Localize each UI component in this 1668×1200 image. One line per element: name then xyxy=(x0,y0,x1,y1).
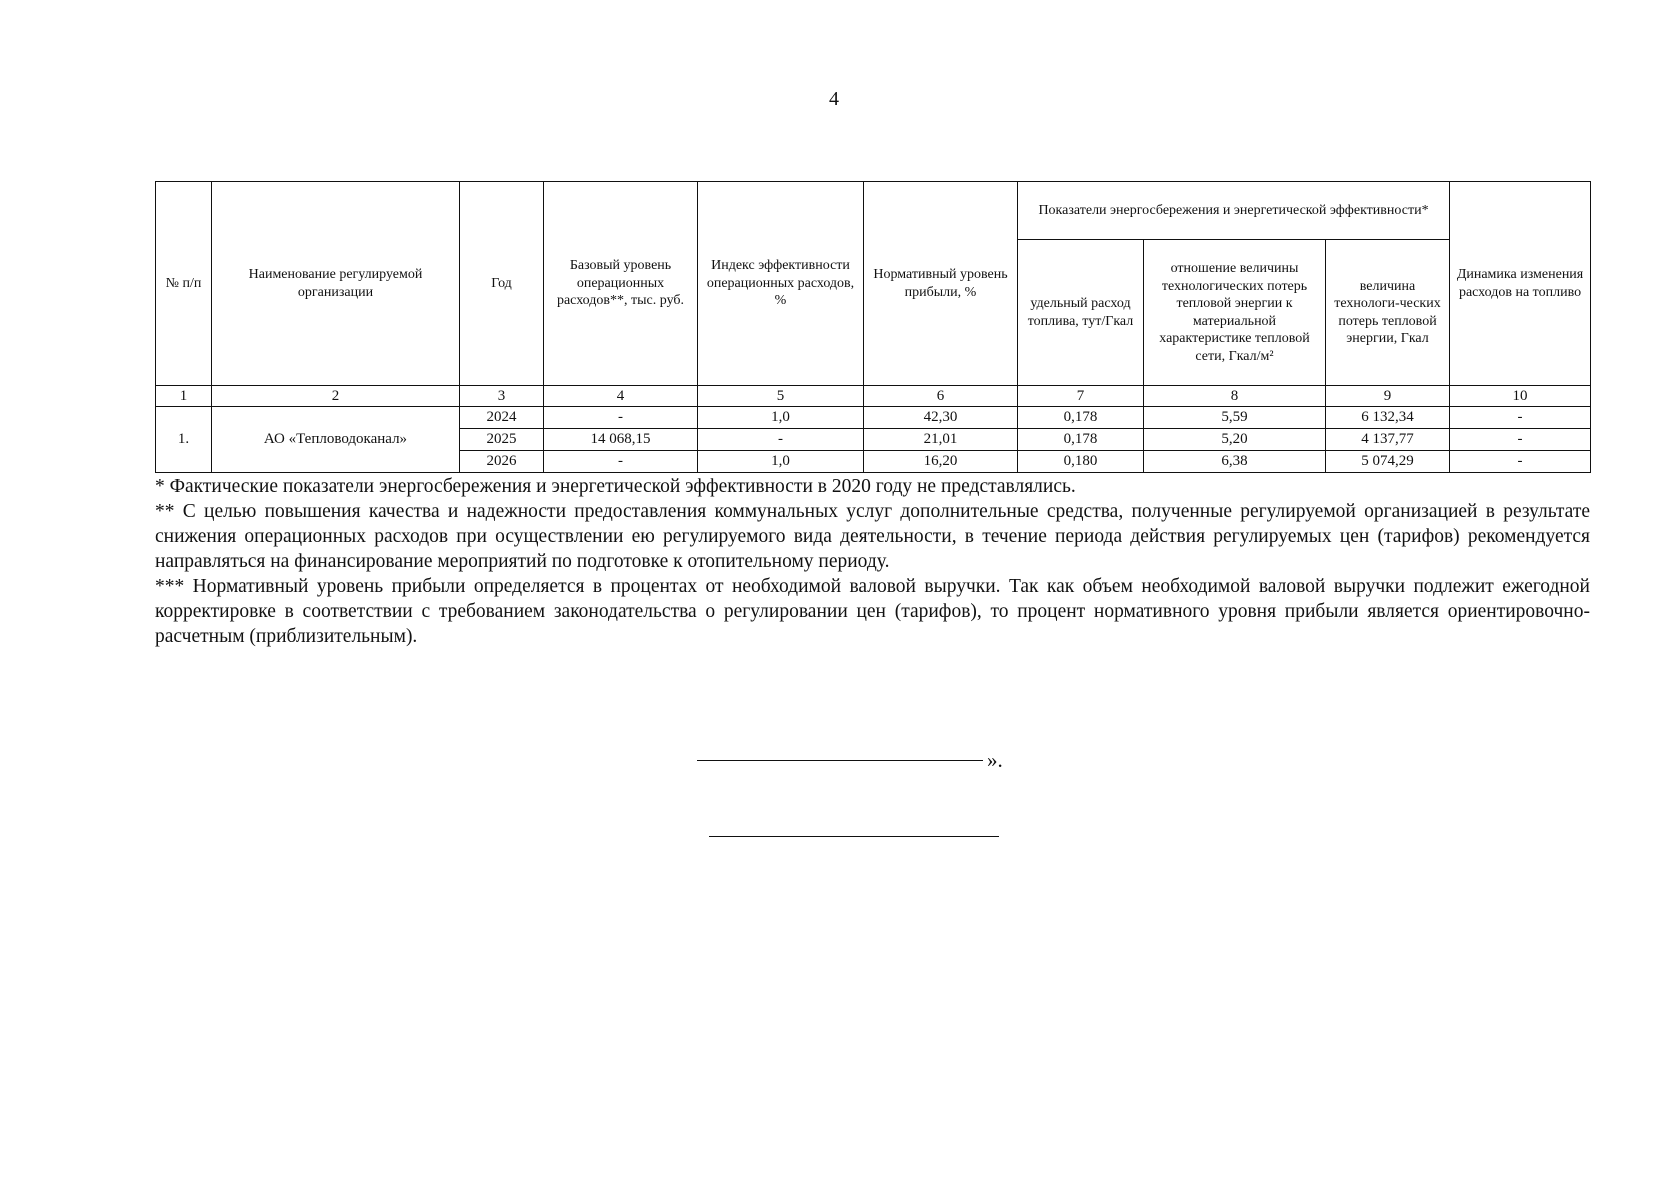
column-number: 10 xyxy=(1450,386,1591,407)
cell-heat-losses: 6 132,34 xyxy=(1326,407,1450,429)
table-header xyxy=(156,182,1591,386)
header-organization: Наименование регулируемой организации xyxy=(212,182,460,386)
cell-profit-level: 21,01 xyxy=(864,429,1018,451)
column-number: 7 xyxy=(1018,386,1144,407)
column-number: 4 xyxy=(544,386,698,407)
cell-losses-ratio: 5,20 xyxy=(1144,429,1326,451)
cell-fuel-rate: 0,178 xyxy=(1018,429,1144,451)
header-efficiency-index: Индекс эффективности операционных расходов, % xyxy=(698,182,864,386)
column-number: 9 xyxy=(1326,386,1450,407)
column-number: 1 xyxy=(156,386,212,407)
cell-profit-level: 42,30 xyxy=(864,407,1018,429)
cell-fuel-rate: 0,180 xyxy=(1018,451,1144,473)
header-losses-ratio: отношение величины технологических потерь тепловой энергии к материальной характеристике тепловой сети, Гкал/м² xyxy=(1144,240,1326,386)
cell-base-expenses: - xyxy=(544,407,698,429)
cell-efficiency-index: - xyxy=(698,429,864,451)
closing-quote: ». xyxy=(987,748,1003,772)
header-energy-group: Показатели энергосбережения и энергетической эффективности* xyxy=(1018,182,1450,240)
regulation-table xyxy=(155,181,1591,473)
cell-year: 2024 xyxy=(460,407,544,429)
org-number: 1. xyxy=(156,407,212,473)
cell-profit-level: 16,20 xyxy=(864,451,1018,473)
table-row xyxy=(156,407,1591,429)
column-number: 8 xyxy=(1144,386,1326,407)
org-name: АО «Тепловодоканал» xyxy=(212,407,460,473)
footnote-profit: *** Нормативный уровень прибыли определяется в процентах от необходимой валовой выручки. Так как объем необходимой валовой выручки подлежит ежегодной корректировке в соответствии с требованием законодательства о регулировании цен (тарифов), то процент нормативного уровня прибыли является ориентировочно-расчетным (приблизительным). xyxy=(155,576,1590,647)
cell-heat-losses: 5 074,29 xyxy=(1326,451,1450,473)
cell-heat-losses: 4 137,77 xyxy=(1326,429,1450,451)
cell-efficiency-index: 1,0 xyxy=(698,451,864,473)
column-number: 5 xyxy=(698,386,864,407)
cell-losses-ratio: 5,59 xyxy=(1144,407,1326,429)
cell-fuel-dynamics: - xyxy=(1450,407,1591,429)
header-fuel-dynamics: Динамика изменения расходов на топливо xyxy=(1450,182,1591,386)
column-number: 3 xyxy=(460,386,544,407)
header-num: № п/п xyxy=(156,182,212,386)
column-numbers-row xyxy=(156,386,1591,407)
header-year: Год xyxy=(460,182,544,386)
page-number: 4 xyxy=(829,88,839,110)
header-base-expenses: Базовый уровень операционных расходов**, тыс. руб. xyxy=(544,182,698,386)
cell-fuel-dynamics: - xyxy=(1450,429,1591,451)
cell-losses-ratio: 6,38 xyxy=(1144,451,1326,473)
closing-rule xyxy=(697,760,983,761)
footnote-expenses: ** С целью повышения качества и надежности предоставления коммунальных услуг дополнительные средства, полученные регулируемой организацией в результате снижения операционных расходов при осуществлении ею регулируемого вида деятельности, в течение периода действия регулируемых цен (тарифов) рекомендуется направляться на финансирование мероприятий по подготовке к отопительному периоду. xyxy=(155,501,1590,572)
cell-fuel-dynamics: - xyxy=(1450,451,1591,473)
cell-year: 2025 xyxy=(460,429,544,451)
separator-rule xyxy=(709,836,999,837)
column-number: 2 xyxy=(212,386,460,407)
footnotes xyxy=(155,474,1590,649)
cell-fuel-rate: 0,178 xyxy=(1018,407,1144,429)
cell-year: 2026 xyxy=(460,451,544,473)
footnote-energy: * Фактические показатели энергосбережения и энергетической эффективности в 2020 году не представлялись. xyxy=(155,476,1076,497)
header-heat-losses: величина технологи-ческих потерь тепловой энергии, Гкал xyxy=(1326,240,1450,386)
header-profit-level: Нормативный уровень прибыли, % xyxy=(864,182,1018,386)
header-fuel-rate: удельный расход топлива, тут/Гкал xyxy=(1018,240,1144,386)
cell-base-expenses: - xyxy=(544,451,698,473)
cell-efficiency-index: 1,0 xyxy=(698,407,864,429)
column-number: 6 xyxy=(864,386,1018,407)
cell-base-expenses: 14 068,15 xyxy=(544,429,698,451)
